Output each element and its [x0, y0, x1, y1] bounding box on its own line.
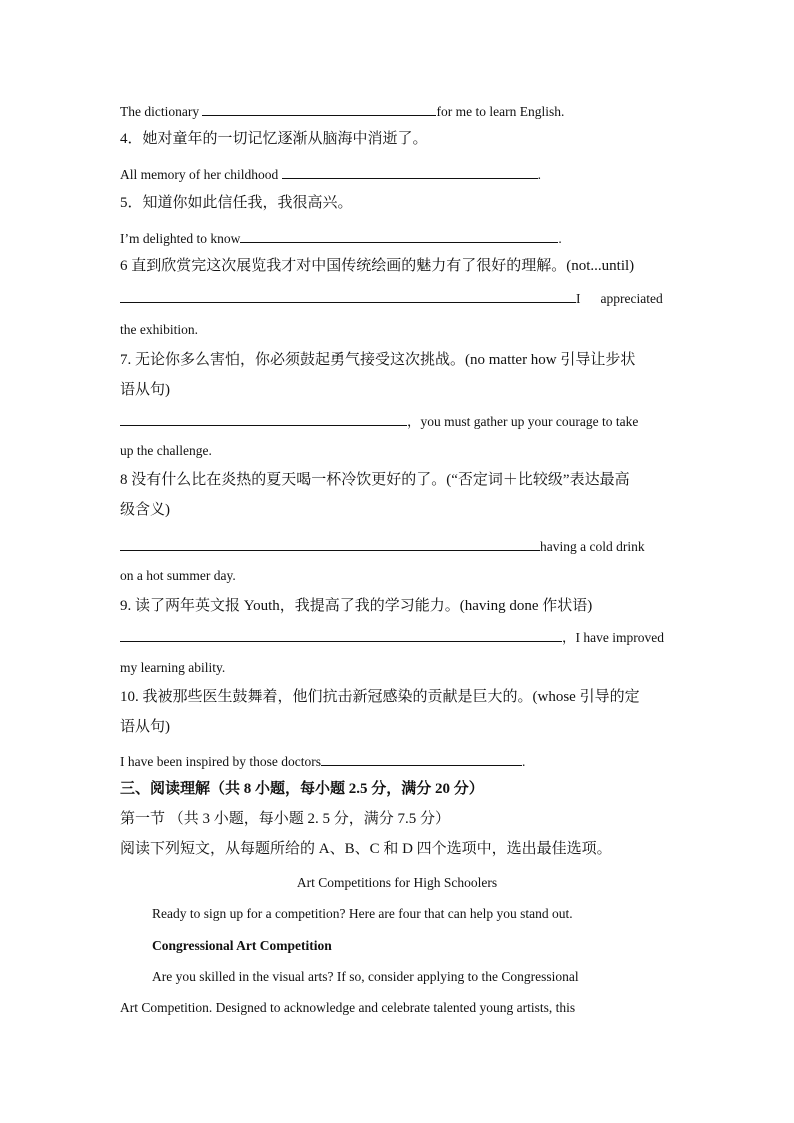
passage-title: Art Competitions for High Schoolers — [296, 875, 498, 890]
answer-blank-7[interactable] — [120, 412, 407, 426]
question-6-chinese: 6 直到欣赏完这次展览我才对中国传统绘画的魅力有了很好的理解。(not...until) — [120, 258, 635, 274]
answer-blank-9[interactable] — [120, 628, 562, 642]
question-7-chinese-1: 7. 无论你多么害怕，你必须鼓起勇气接受这次挑战。(no matter how 引导让步状 — [120, 352, 636, 368]
question-7-answer-line — [120, 412, 638, 431]
period-4: . — [537, 167, 541, 182]
question-6-continuation: the exhibition. — [120, 322, 198, 337]
question-8-continuation: on a hot summer day. — [120, 568, 236, 583]
answer-blank-5[interactable] — [240, 229, 558, 243]
question-5-chinese: 5．知道你如此信任我，我很高兴。 — [120, 195, 353, 211]
answer-blank-3[interactable] — [202, 102, 436, 116]
passage-paragraph-2-line-1: Are you skilled in the visual arts? If so, consider applying to the Congressional — [152, 969, 579, 984]
question-9-english: ，I have improved — [562, 630, 664, 645]
question-6-right: appreciated — [600, 291, 663, 306]
period-5: . — [558, 231, 562, 246]
question-9-answer-line — [120, 628, 664, 647]
question-10-english-line — [120, 752, 525, 771]
question-8-answer-line — [120, 537, 645, 556]
question-7-chinese-2: 语从句) — [120, 382, 170, 398]
question-9-chinese: 9. 读了两年英文报 Youth，我提高了我的学习能力。(having done 作状语) — [120, 598, 593, 614]
passage-paragraph-1: Ready to sign up for a competition? Here are four that can help you stand out. — [152, 906, 573, 921]
answer-blank-10[interactable] — [321, 752, 522, 766]
answer-blank-8[interactable] — [120, 537, 540, 551]
question-6-mid: I — [576, 291, 581, 306]
sentence-3-end: for me to learn English. — [436, 104, 565, 119]
question-6-answer-line — [120, 289, 663, 308]
answer-blank-4[interactable] — [282, 165, 538, 179]
answer-blank-6[interactable] — [120, 289, 576, 303]
question-5-english: I’m delighted to know — [120, 231, 241, 246]
question-8-chinese-2: 级含义) — [120, 502, 170, 518]
period-10: . — [521, 754, 526, 769]
question-4-chinese: 4．她对童年的一切记忆逐渐从脑海中消逝了。 — [120, 131, 428, 147]
question-4-english-line — [120, 165, 541, 184]
sentence-3-start: The dictionary — [120, 104, 203, 119]
question-10-chinese-1: 10. 我被那些医生鼓舞着，他们抗击新冠感染的贡献是巨大的。(whose 引导的定 — [120, 689, 640, 705]
section-instructions: 阅读下列短文，从每题所给的 A、B、C 和 D 四个选项中，选出最佳选项。 — [120, 841, 612, 857]
passage-paragraph-2-line-2: Art Competition. Designed to acknowledge and celebrate talented young artists, this — [120, 1000, 576, 1015]
passage-subheading: Congressional Art Competition — [152, 938, 332, 953]
question-8-english: having a cold drink — [540, 539, 645, 554]
question-4-english: All memory of her childhood — [120, 167, 282, 182]
question-10-chinese-2: 语从句) — [120, 719, 170, 735]
question-7-continuation: up the challenge. — [120, 443, 212, 458]
question-8-chinese-1: 8 没有什么比在炎热的夏天喝一杯冷饮更好的了。(“否定词＋比较级”表达最高 — [120, 472, 630, 488]
section-part-1-heading: 第一节 （共 3 小题，每小题 2. 5 分，满分 7.5 分） — [120, 811, 451, 827]
question-5-english-line — [120, 229, 562, 248]
question-9-continuation: my learning ability. — [120, 660, 226, 675]
question-7-english: ，you must gather up your courage to take — [407, 414, 639, 429]
section-3-title: 三、阅读理解（共 8 小题，每小题 2.5 分，满分 20 分） — [120, 781, 484, 797]
question-10-english: I have been inspired by those doctors — [120, 754, 321, 769]
sentence-3-line — [120, 102, 564, 121]
